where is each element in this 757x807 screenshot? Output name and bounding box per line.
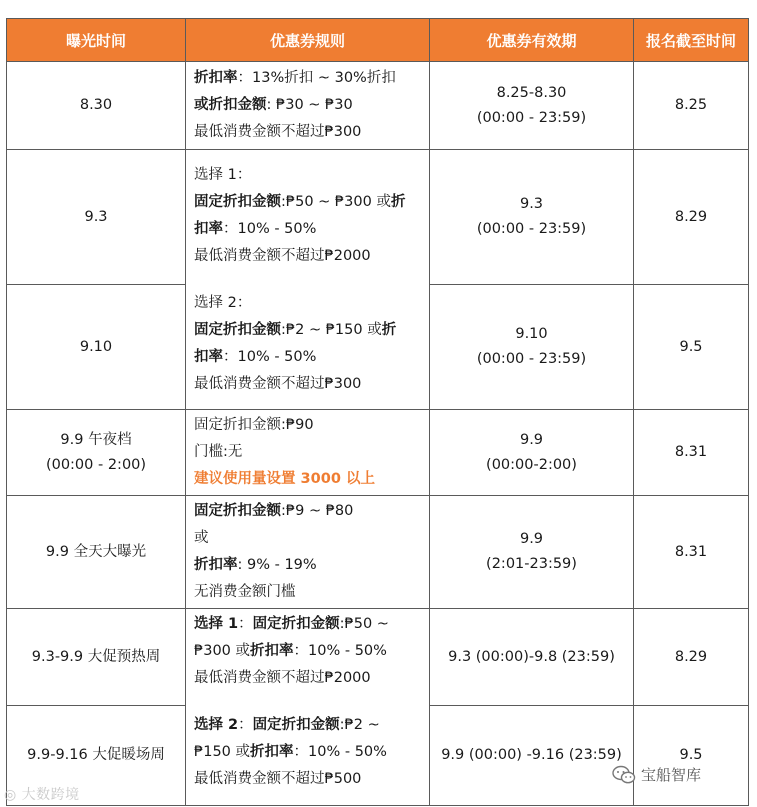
header-signup-deadline: 报名截至时间: [634, 19, 749, 62]
watermark-left: ◎ 大数跨境: [4, 787, 80, 803]
validity-cell: 9.10 (00:00 - 23:59): [430, 285, 634, 410]
weibo-icon: ◎: [4, 787, 17, 803]
exposure-time-cell: 9.9 午夜档 (00:00 - 2:00): [7, 410, 186, 496]
exposure-time-cell: 8.30: [7, 62, 186, 150]
table-row: [7, 496, 749, 609]
deadline-cell: 8.29: [634, 150, 749, 285]
validity-cell: 8.25-8.30 (00:00 - 23:59): [430, 62, 634, 150]
table-row: [7, 150, 749, 285]
coupon-rule-cell: 选择 1： 固定折扣金额:₱50 ~ ₱300 或折 扣率：10% - 50% 最低消费金额不超过₱2000 选择 2： 固定折扣金额:₱2 ~ ₱150 或折 扣率：10% - 50% 最低消费金额不超过₱300: [186, 150, 430, 410]
exposure-time-cell: 9.3-9.9 大促预热周: [7, 609, 186, 706]
deadline-cell: 9.5: [634, 285, 749, 410]
header-coupon-rules: 优惠券规则: [186, 19, 430, 62]
coupon-schedule-table: [6, 18, 749, 806]
deadline-cell: 9.5: [634, 706, 749, 806]
wechat-icon: [612, 765, 636, 785]
validity-cell: 9.9 (2:01-23:59): [430, 496, 634, 609]
exposure-time-cell: 9.10: [7, 285, 186, 410]
deadline-cell: 8.29: [634, 609, 749, 706]
deadline-cell: 8.25: [634, 62, 749, 150]
validity-cell: 9.3 (00:00 - 23:59): [430, 150, 634, 285]
table-row: [7, 62, 749, 150]
validity-cell: 9.9 (00:00-2:00): [430, 410, 634, 496]
exposure-time-cell: 9.9 全天大曝光: [7, 496, 186, 609]
table-row: [7, 609, 749, 706]
header-exposure-time: 曝光时间: [7, 19, 186, 62]
deadline-cell: 8.31: [634, 496, 749, 609]
coupon-rule-cell: 折扣率：13%折扣 ~ 30%折扣 或折扣金额: ₱30 ~ ₱30 最低消费金额不超过₱300: [186, 62, 430, 150]
table-row: [7, 410, 749, 496]
deadline-cell: 8.31: [634, 410, 749, 496]
exposure-time-cell: 9.3: [7, 150, 186, 285]
watermark-right: 宝船智库: [612, 764, 701, 785]
coupon-rule-cell: 固定折扣金额:₱90 门槛:无 建议使用量设置 3000 以上: [186, 410, 430, 496]
validity-cell: 9.9 (00:00) -9.16 (23:59): [430, 706, 634, 806]
exposure-time-cell: 9.9-9.16 大促暖场周: [7, 706, 186, 806]
coupon-rule-cell: 固定折扣金额:₱9 ~ ₱80 或 折扣率: 9% - 19% 无消费金额门槛: [186, 496, 430, 609]
header-coupon-validity: 优惠券有效期: [430, 19, 634, 62]
validity-cell: 9.3 (00:00)-9.8 (23:59): [430, 609, 634, 706]
table-header-row: [7, 19, 749, 62]
usage-suggestion: 建议使用量设置 3000 以上: [194, 471, 375, 487]
coupon-rule-cell: 选择 1：固定折扣金额:₱50 ~ ₱300 或折扣率：10% - 50% 最低消费金额不超过₱2000 选择 2：固定折扣金额:₱2 ~ ₱150 或折扣率：10% - 50% 最低消费金额不超过₱500: [186, 609, 430, 806]
